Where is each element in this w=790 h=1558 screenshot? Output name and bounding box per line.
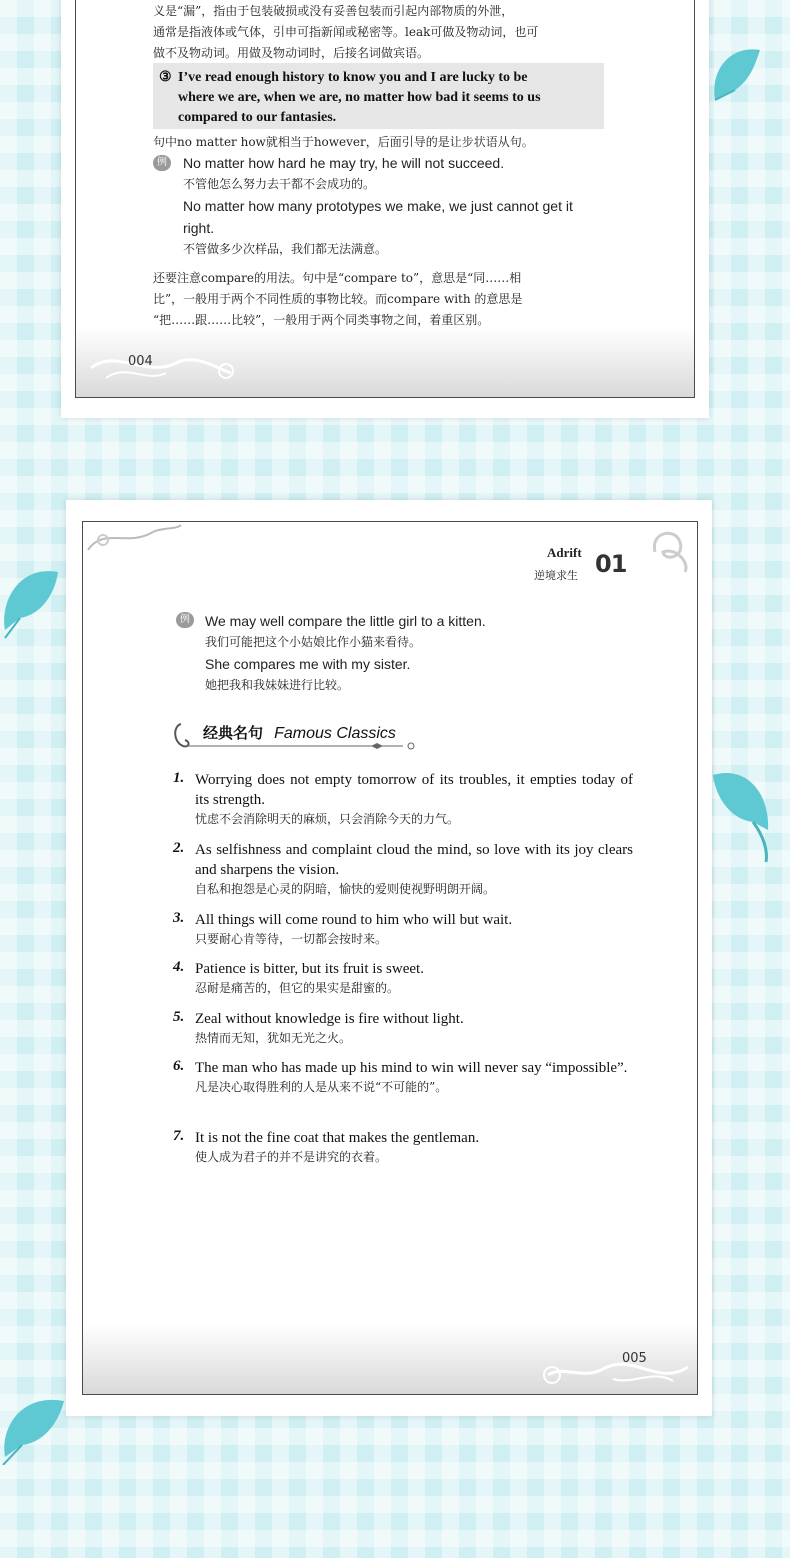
section-heading [203,722,396,743]
ginkgo-leaf-icon [708,760,778,865]
list-item [173,1128,633,1166]
example-en: No matter how many prototypes we make, we just cannot get it [183,198,573,214]
sentence-line: I’ve read enough history to know you and I are lucky to be [178,70,528,85]
item-number: 3. [173,910,185,926]
quote-en: The man who has made up his mind to win will never say “impossible”. [195,1060,628,1076]
intro-paragraph [153,1,603,64]
ginkgo-leaf-icon [705,40,765,110]
example-en: We may well compare the little girl to a kitten. [205,613,486,629]
section-title-en: Famous Classics [274,725,396,742]
list-item [173,840,633,898]
example-cn: 不管他怎么努力去干都不会成功的。 [183,177,376,191]
list-item [173,1058,633,1096]
list-item [173,1009,633,1047]
list-item [173,770,633,828]
quote-en: Patience is bitter, but its fruit is sweet. [195,961,424,977]
quote-cn: 忧虑不会消除明天的麻烦，只会消除今天的力气。 [195,812,460,826]
item-number: 1. [173,770,185,786]
chapter-title-cn: 逆境求生 [534,569,578,582]
item-number: 7. [173,1128,185,1144]
quote-cn: 热情而无知，犹如无光之火。 [195,1031,352,1045]
intro-line: 做不及物动词。用做及物动词时，后接名词做宾语。 [153,46,430,60]
quote-cn: 忍耐是痛苦的，但它的果实是甜蜜的。 [195,981,400,995]
ginkgo-leaf-icon [0,1385,68,1465]
usage-line: 比”，一般用于两个不同性质的事物比较。而compare with 的意思是 [153,292,523,306]
item-number: 2. [173,840,185,856]
sentence-line: where we are, when we are, no matter how bad it seems to us [178,90,541,105]
quote-cn: 只要耐心肯等待，一切都会按时来。 [195,932,388,946]
intro-line: 义是“漏”，指由于包装破损或没有妥善包装而引起内部物质的外泄， [153,4,514,18]
quote-cn: 凡是决心取得胜利的人是从来不说“不可能的”。 [195,1080,448,1094]
list-item [173,959,633,997]
item-number: 6. [173,1058,185,1074]
example-cn: 她把我和我妹妹进行比较。 [205,678,350,692]
book-page-005 [66,500,712,1416]
page-number: 005 [622,1351,647,1366]
quote-en: As selfishness and complaint cloud the mind, so love with its joy clears and sharpens the vision. [195,842,633,878]
usage-note [153,268,603,331]
example-badge: 例 [153,155,171,171]
key-sentence-box [153,63,604,129]
chapter-title-en: Adrift [547,545,582,560]
example-en: right. [183,220,215,236]
intro-line: 通常是指液体或气体，引申可指新闻或秘密等。leak可做及物动词，也可 [153,25,539,39]
corner-ornament-icon [645,522,697,576]
grammar-note: 句中no matter how就相当于however，后面引导的是让步状语从句。 [153,135,534,149]
corner-ornament-icon [83,522,183,556]
example-list [205,610,625,696]
ginkgo-leaf-icon [0,560,62,640]
example-cn: 我们可能把这个小姑娘比作小猫来看待。 [205,635,422,649]
usage-line: “把……跟……比较”，一般用于两个同类事物之间，着重区别。 [153,313,490,327]
sentence-line: compared to our fantasies. [178,110,337,125]
quote-cn: 自私和抱怨是心灵的阴暗，愉快的爱则使视野明朗开阔。 [195,882,496,896]
example-en: She compares me with my sister. [205,656,411,672]
flourish-ornament-icon [86,343,236,383]
chapter-number: 01 [595,550,627,578]
item-number: 4. [173,959,185,975]
flourish-ornament-icon [538,1347,693,1389]
quote-en: Zeal without knowledge is fire without light. [195,1011,464,1027]
example-en: No matter how hard he may try, he will not succeed. [183,155,505,171]
example-list [183,152,613,260]
example-badge: 例 [176,612,194,628]
classics-list [173,770,633,1190]
section-title-cn: 经典名句 [203,724,264,742]
quote-en: All things will come round to him who will but wait. [195,912,513,928]
list-item [173,910,633,948]
item-number: 5. [173,1009,185,1025]
page-frame [82,521,698,1395]
page-frame [75,0,695,398]
quote-en: Worrying does not empty tomorrow of its troubles, it empties today of its strength. [195,772,633,808]
quote-cn: 使人成为君子的并不是讲究的衣着。 [195,1150,388,1164]
quote-en: It is not the fine coat that makes the gentleman. [195,1130,480,1146]
example-cn: 不管做多少次样品，我们都无法满意。 [183,242,388,256]
book-page-004 [61,0,709,418]
sentence-number: ③ [159,70,172,85]
page-number: 004 [128,354,153,369]
usage-line: 还要注意compare的用法。句中是“compare to”，意思是“同……相 [153,271,522,285]
